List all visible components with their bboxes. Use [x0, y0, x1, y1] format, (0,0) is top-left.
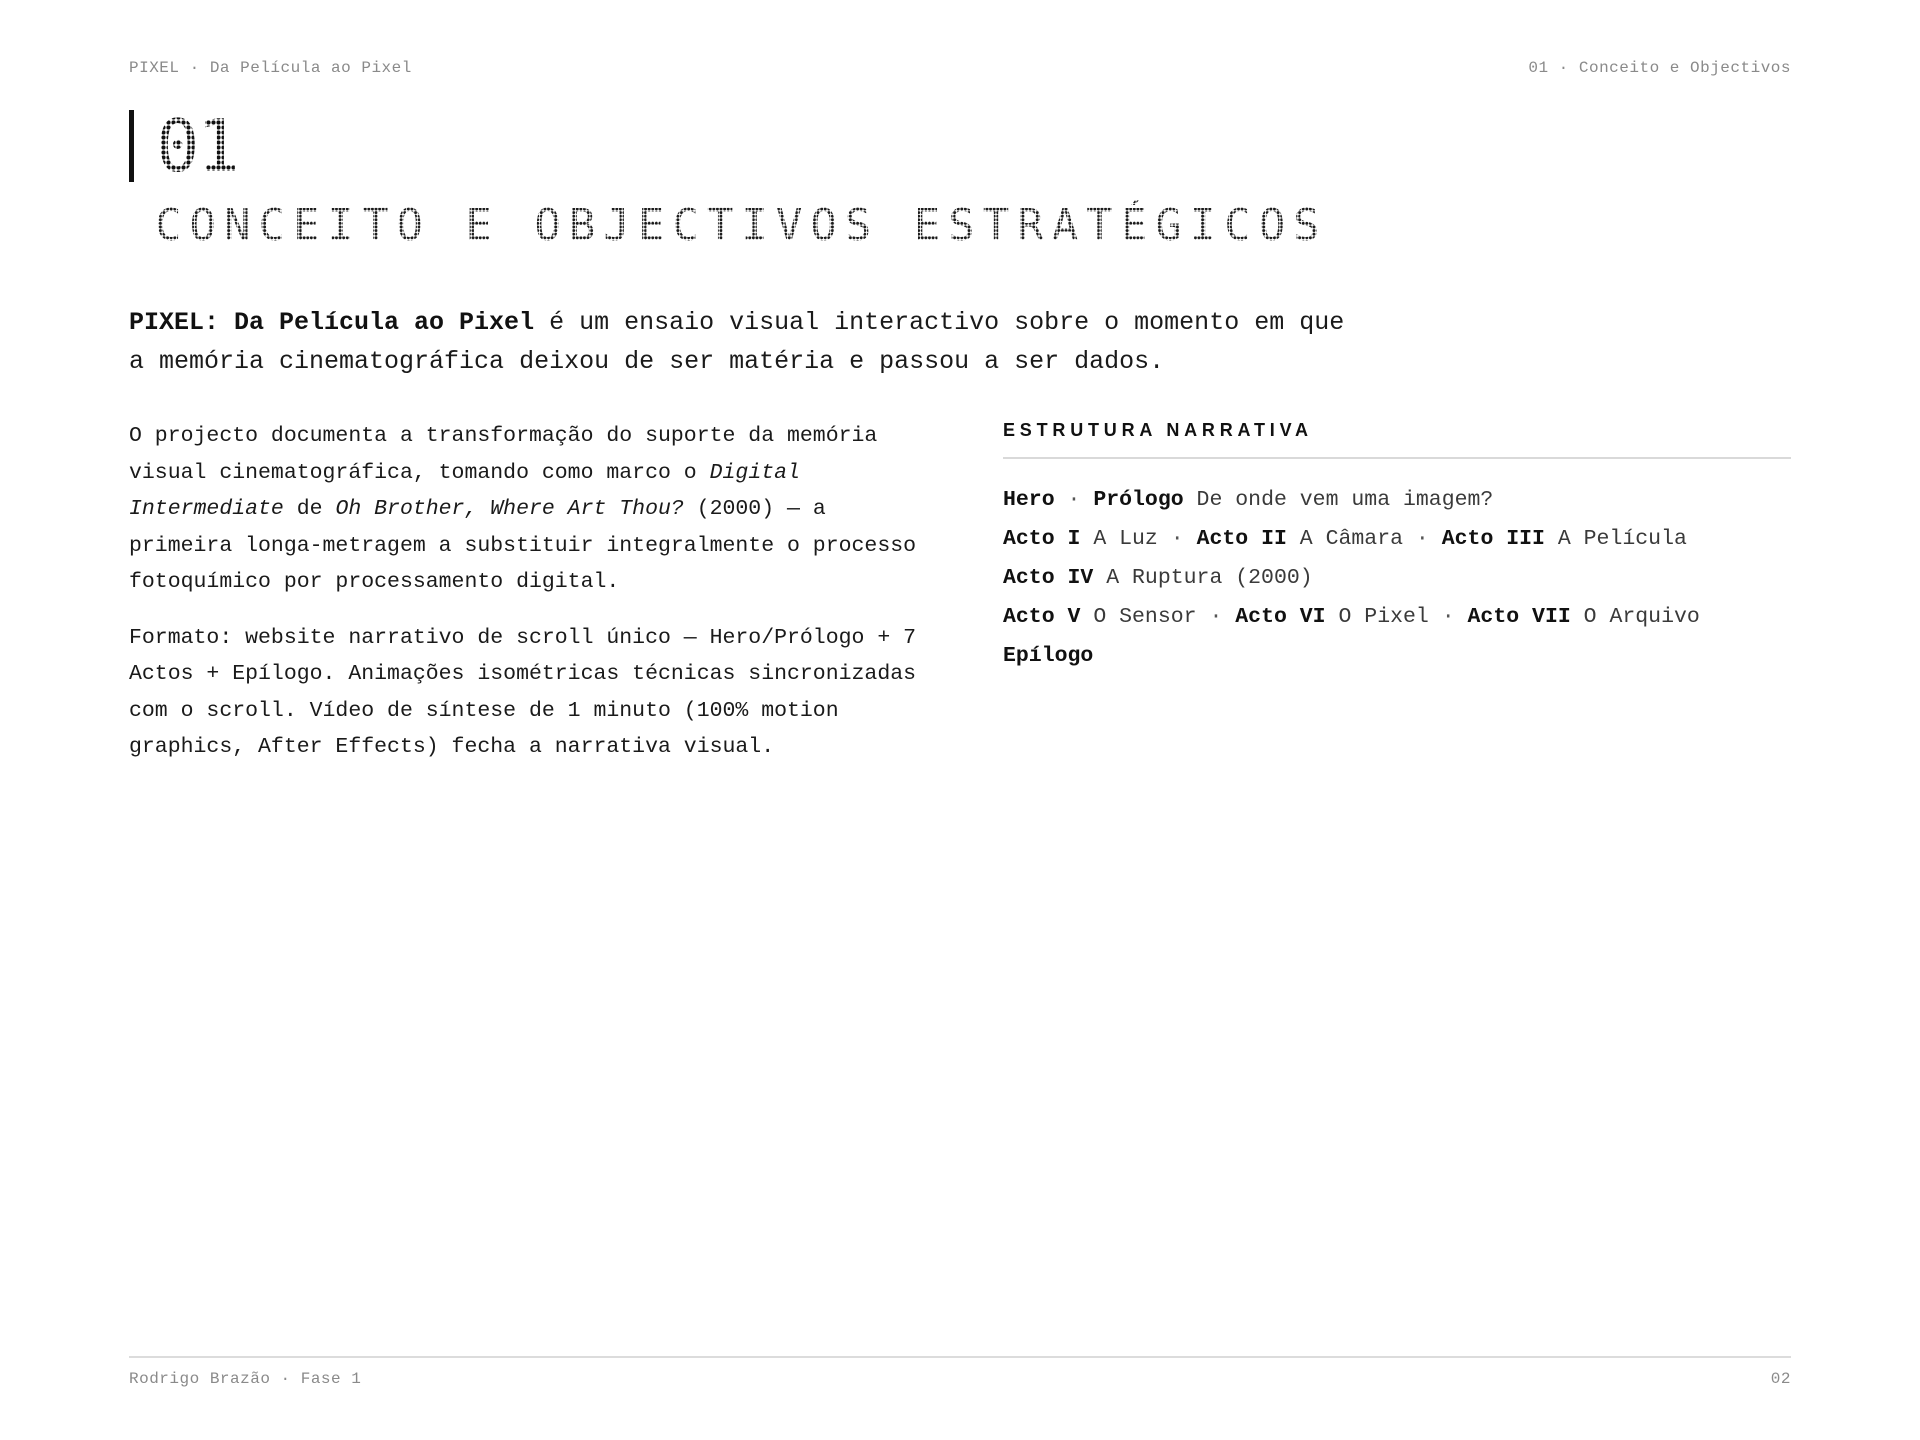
chapter-number: 01	[156, 104, 237, 188]
structure-list	[1003, 481, 1791, 676]
section-label: ESTRUTURA NARRATIVA	[1003, 420, 1313, 440]
structure-row-acts-1-3	[1003, 520, 1791, 559]
footer-divider	[129, 1356, 1791, 1358]
separator: ·	[1157, 527, 1197, 551]
header-project-title: PIXEL · Da Película ao Pixel	[129, 59, 412, 77]
page-number: 02	[1770, 1370, 1791, 1388]
description-paragraph-2: Formato: website narrativo de scroll único — Hero/Prólogo + 7 Actos + Epílogo. Animações isométricas técnicas sincronizadas com o scroll. Vídeo de síntese de 1 minuto (100% motion graphics, After Effects) fecha a narrativa visual.	[129, 625, 917, 759]
header-section-title: 01 · Conceito e Objectivos	[1528, 59, 1791, 77]
structure-row-acts-5-7	[1003, 598, 1791, 637]
acto6-label: Acto VI	[1235, 605, 1326, 629]
structure-row-epilogue	[1003, 637, 1791, 676]
acto3-text: A Película	[1544, 527, 1687, 551]
lead-paragraph	[129, 303, 1369, 381]
structure-row-act-4	[1003, 559, 1791, 598]
p1-emphasis-digital-intermediate: Digital Intermediate	[129, 460, 800, 521]
page-footer	[129, 1370, 1791, 1392]
footer-author: Rodrigo Brazão · Fase 1	[129, 1370, 362, 1388]
hero-label: Hero	[1003, 488, 1055, 512]
description-column	[129, 418, 929, 785]
separator: ·	[1403, 527, 1442, 551]
page-header	[129, 59, 1791, 81]
acto5-text: O Sensor	[1080, 605, 1197, 629]
prologo-label: Prólogo	[1093, 488, 1184, 512]
separator: ·	[1428, 605, 1468, 629]
prologo-text: De onde vem uma imagem?	[1183, 488, 1494, 512]
acto7-text: O Arquivo	[1570, 605, 1700, 629]
description-paragraph-1	[129, 418, 929, 601]
p1-text-c: (2000) — a primeira longa-metragem a substituir integralmente o processo fotoquímico por processamento digital.	[129, 497, 917, 594]
chapter-accent-bar	[129, 110, 134, 182]
acto4-label: Acto IV	[1003, 566, 1094, 590]
acto7-label: Acto VII	[1467, 605, 1571, 629]
acto6-text: O Pixel	[1325, 605, 1429, 629]
acto2-label: Acto II	[1196, 527, 1287, 551]
narrative-structure-panel	[1003, 418, 1791, 676]
chapter-title: CONCEITO E OBJECTIVOS ESTRATÉGICOS	[155, 200, 1328, 251]
epilogo-label: Epílogo	[1003, 644, 1094, 668]
p1-text-b: de	[283, 497, 336, 521]
p1-text-a: O projecto documenta a transformação do suporte da memória visual cinematográfica, tomando como marco o	[129, 424, 878, 485]
acto1-text: A Luz	[1080, 527, 1158, 551]
lead-project-name: PIXEL: Da Película ao Pixel	[129, 308, 535, 337]
acto4-text: A Ruptura (2000)	[1093, 566, 1313, 590]
separator: ·	[1196, 605, 1236, 629]
acto3-label: Acto III	[1441, 527, 1545, 551]
acto2-text: A Câmara	[1286, 527, 1404, 551]
p1-emphasis-film-title: Oh Brother, Where Art Thou?	[335, 497, 684, 521]
acto1-label: Acto I	[1003, 527, 1081, 551]
lead-text: é um ensaio visual interactivo sobre o momento em que a memória cinematográfica deixou de ser matéria e passou a ser dados.	[129, 308, 1345, 376]
structure-row-prologue	[1003, 481, 1791, 520]
acto5-label: Acto V	[1003, 605, 1081, 629]
separator: ·	[1054, 488, 1094, 512]
section-divider	[1003, 457, 1791, 459]
